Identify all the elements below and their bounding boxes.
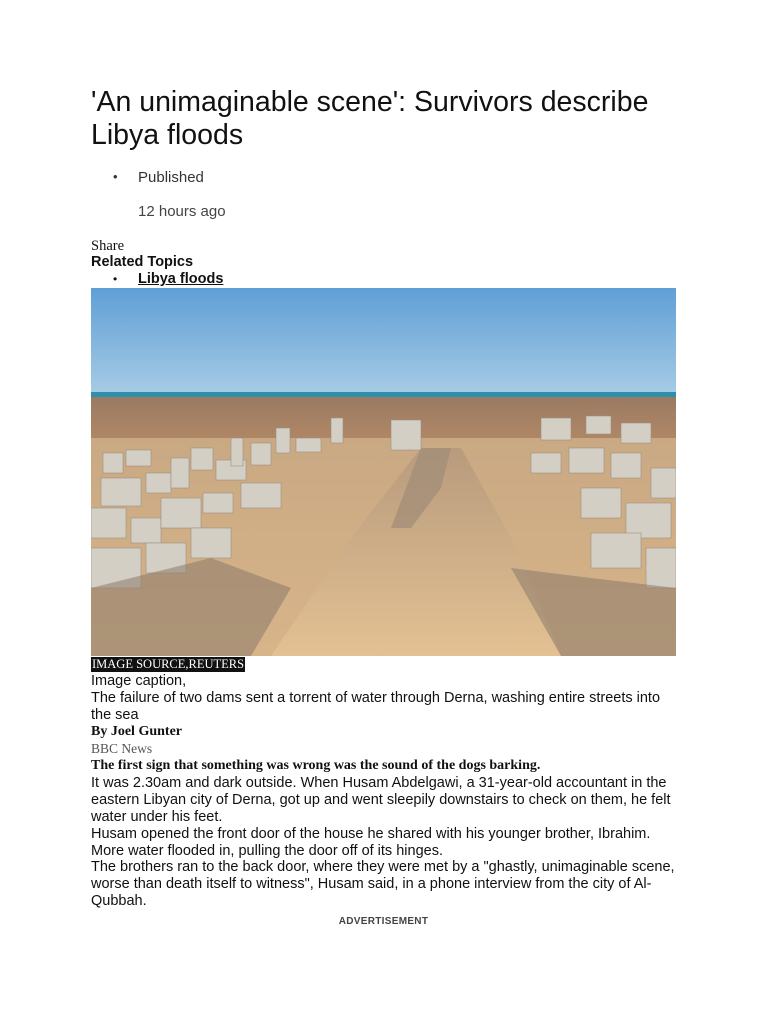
advertisement-label: ADVERTISEMENT xyxy=(338,916,429,927)
image-caption-label: Image caption, xyxy=(91,673,187,689)
article-headline: 'An unimaginable scene': Survivors describe Libya floods xyxy=(91,86,649,151)
author-byline: By Joel Gunter xyxy=(91,724,182,739)
list-bullet: • xyxy=(113,169,118,184)
published-time: 12 hours ago xyxy=(138,203,226,220)
image-caption: The failure of two dams sent a torrent of water through Derna, washing entire streets into the sea xyxy=(91,690,661,723)
body-paragraph: It was 2.30am and dark outside. When Husam Abdelgawi, a 31-year-old accountant in the eastern Libyan city of Derna, got up and went sleepily downstairs to check on them, he felt water under his feet. xyxy=(91,775,671,825)
image-source-label: IMAGE SOURCE,REUTERS xyxy=(92,657,245,671)
body-paragraph: Husam opened the front door of the house he shared with his younger brother, Ibrahim. More water flooded in, pulling the door off of its hinges. xyxy=(91,826,651,859)
hero-image xyxy=(91,288,676,656)
related-topic-link[interactable]: Libya floods xyxy=(138,271,224,287)
published-label: Published xyxy=(138,169,204,186)
body-paragraph: The brothers ran to the back door, where they were met by a "ghastly, unimaginable scene, worse than death itself to witness", Husam said, in a phone interview from the city of Al-Qubbah. xyxy=(91,859,675,909)
related-topics-heading: Related Topics xyxy=(91,254,194,270)
share-link[interactable]: Share xyxy=(91,238,125,254)
publisher-name: BBC News xyxy=(91,741,153,756)
list-bullet: • xyxy=(113,272,118,286)
lead-paragraph: The first sign that something was wrong was the sound of the dogs barking. xyxy=(91,758,541,773)
